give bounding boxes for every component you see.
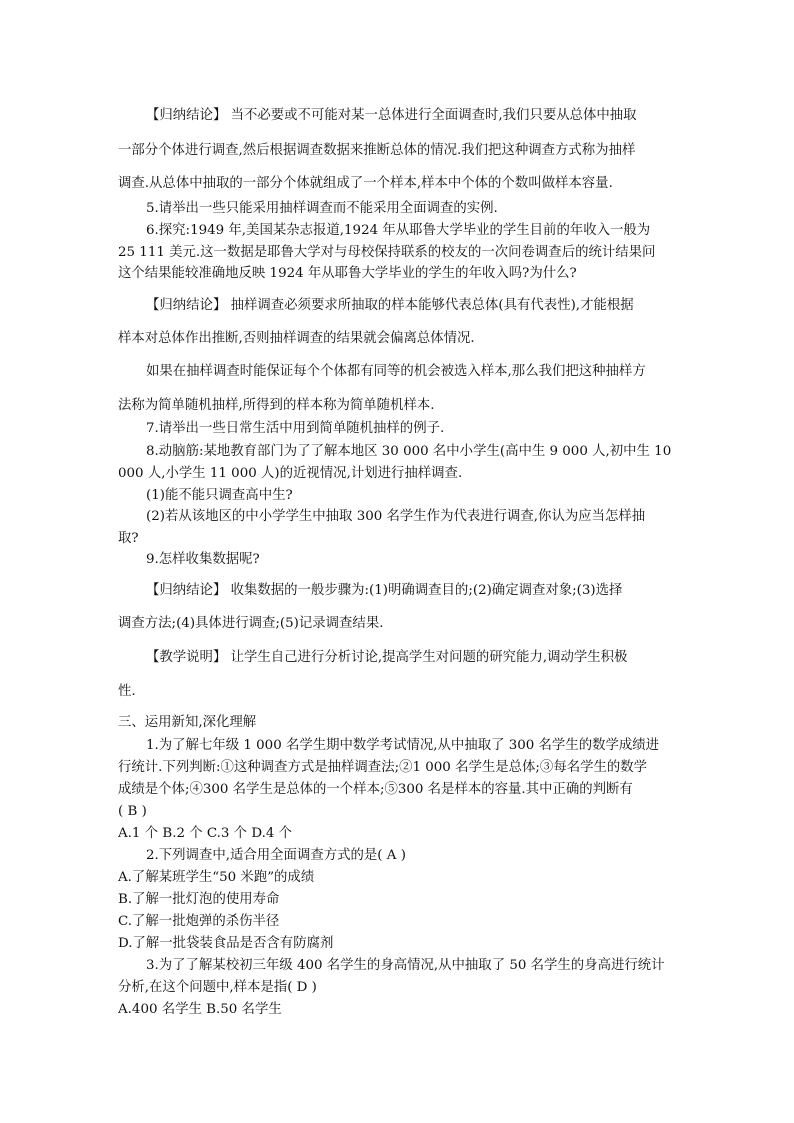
question-8-part-2-line-1: (2)若从该地区的中小学学生中抽取 300 名学生作为代表进行调查,你认为应当怎样抽 <box>146 509 646 524</box>
exercise-1-line-1: 1.为了解七年级 1 000 名学生期中数学考试情况,从中抽取了 300 名学生的数学成绩进 <box>146 738 660 753</box>
question-8-part-1: (1)能不能只调查高中生? <box>146 488 293 503</box>
question-8-part-2-line-2: 取? <box>118 531 139 546</box>
conclusion-3-line-1: 【归纳结论】 收集数据的一般步骤为:(1)明确调查目的;(2)确定调查对象;(3)选择 <box>146 583 623 598</box>
question-7: 7.请举出一些日常生活中用到简单随机抽样的例子. <box>146 421 445 436</box>
exercise-1-options: A.1 个 B.2 个 C.3 个 D.4 个 <box>118 826 292 841</box>
teaching-note-line-2: 性. <box>118 684 136 699</box>
exercise-1-line-2: 行统计.下列判断:①这种调查方式是抽样调查法;②1 000 名学生是总体;③每名学生的数学 <box>118 760 648 775</box>
question-6-line-1: 6.探究:1949 年,美国某杂志报道,1924 年从耶鲁大学毕业的学生目前的年收入一般为 <box>146 223 651 238</box>
exercise-3-line-2: 分析,在这个问题中,样本是指( D ) <box>118 980 317 995</box>
exercise-1-line-3: 成绩是个体;④300 名学生是总体的一个样本;⑤300 名是样本的容量.其中正确的判断有 <box>118 782 633 797</box>
question-9: 9.怎样收集数据呢? <box>146 552 260 567</box>
exercise-2-stem: 2.下列调查中,适合用全面调查方式的是( A ) <box>146 848 406 863</box>
conclusion-1-line-2: 一部分个体进行调查,然后根据调查数据来推断总体的情况.我们把这种调查方式称为抽样 <box>118 143 636 158</box>
question-8-line-2: 000 人,小学生 11 000 人)的近视情况,计划进行抽样调查. <box>118 466 463 481</box>
exercise-3-options: A.400 名学生 B.50 名学生 <box>118 1002 282 1017</box>
exercise-1-answer: ( B ) <box>118 804 147 819</box>
conclusion-1-line-3: 调查.从总体中抽取的一部分个体就组成了一个样本,样本中个体的个数叫做样本容量. <box>118 176 613 191</box>
teaching-note-line-1: 【教学说明】 让学生自己进行分析讨论,提高学生对问题的研究能力,调动学生积极 <box>146 650 628 665</box>
srs-definition-line-1: 如果在抽样调查时能保证每个个体都有同等的机会被选入样本,那么我们把这种抽样方 <box>146 364 646 379</box>
exercise-3-line-1: 3.为了了解某校初三年级 400 名学生的身高情况,从中抽取了 50 名学生的身高进行统计 <box>146 958 665 973</box>
conclusion-2-line-2: 样本对总体作出推断,否则抽样调查的结果就会偏离总体情况. <box>118 331 475 346</box>
conclusion-1-line-1: 【归纳结论】 当不必要或不可能对某一总体进行全面调查时,我们只要从总体中抽取 <box>146 108 637 123</box>
exercise-2-option-a: A.了解某班学生“50 米跑”的成绩 <box>118 870 315 885</box>
section-3-heading: 三、运用新知,深化理解 <box>118 715 257 730</box>
question-6-line-3: 这个结果能较准确地反映 1924 年从耶鲁大学毕业的学生的年收入吗?为什么? <box>118 266 577 281</box>
exercise-2-option-d: D.了解一批袋装食品是否含有防腐剂 <box>118 936 334 951</box>
question-5: 5.请举出一些只能采用抽样调查而不能采用全面调查的实例. <box>146 201 498 216</box>
question-6-line-2: 25 111 美元.这一数据是耶鲁大学对与母校保持联系的校友的一次问卷调查后的统计结果问 <box>118 245 656 260</box>
srs-definition-line-2: 法称为简单随机抽样,所得到的样本称为简单随机样本. <box>118 398 435 413</box>
question-8-line-1: 8.动脑筋:某地教育部门为了了解本地区 30 000 名中小学生(高中生 9 000 人,初中生 10 <box>146 444 672 459</box>
exercise-2-option-c: C.了解一批炮弹的杀伤半径 <box>118 914 280 929</box>
conclusion-2-line-1: 【归纳结论】 抽样调查必须要求所抽取的样本能够代表总体(具有代表性),才能根据 <box>146 298 634 313</box>
exercise-2-option-b: B.了解一批灯泡的使用寿命 <box>118 892 280 907</box>
conclusion-3-line-2: 调查方法;(4)具体进行调查;(5)记录调查结果. <box>118 616 384 631</box>
